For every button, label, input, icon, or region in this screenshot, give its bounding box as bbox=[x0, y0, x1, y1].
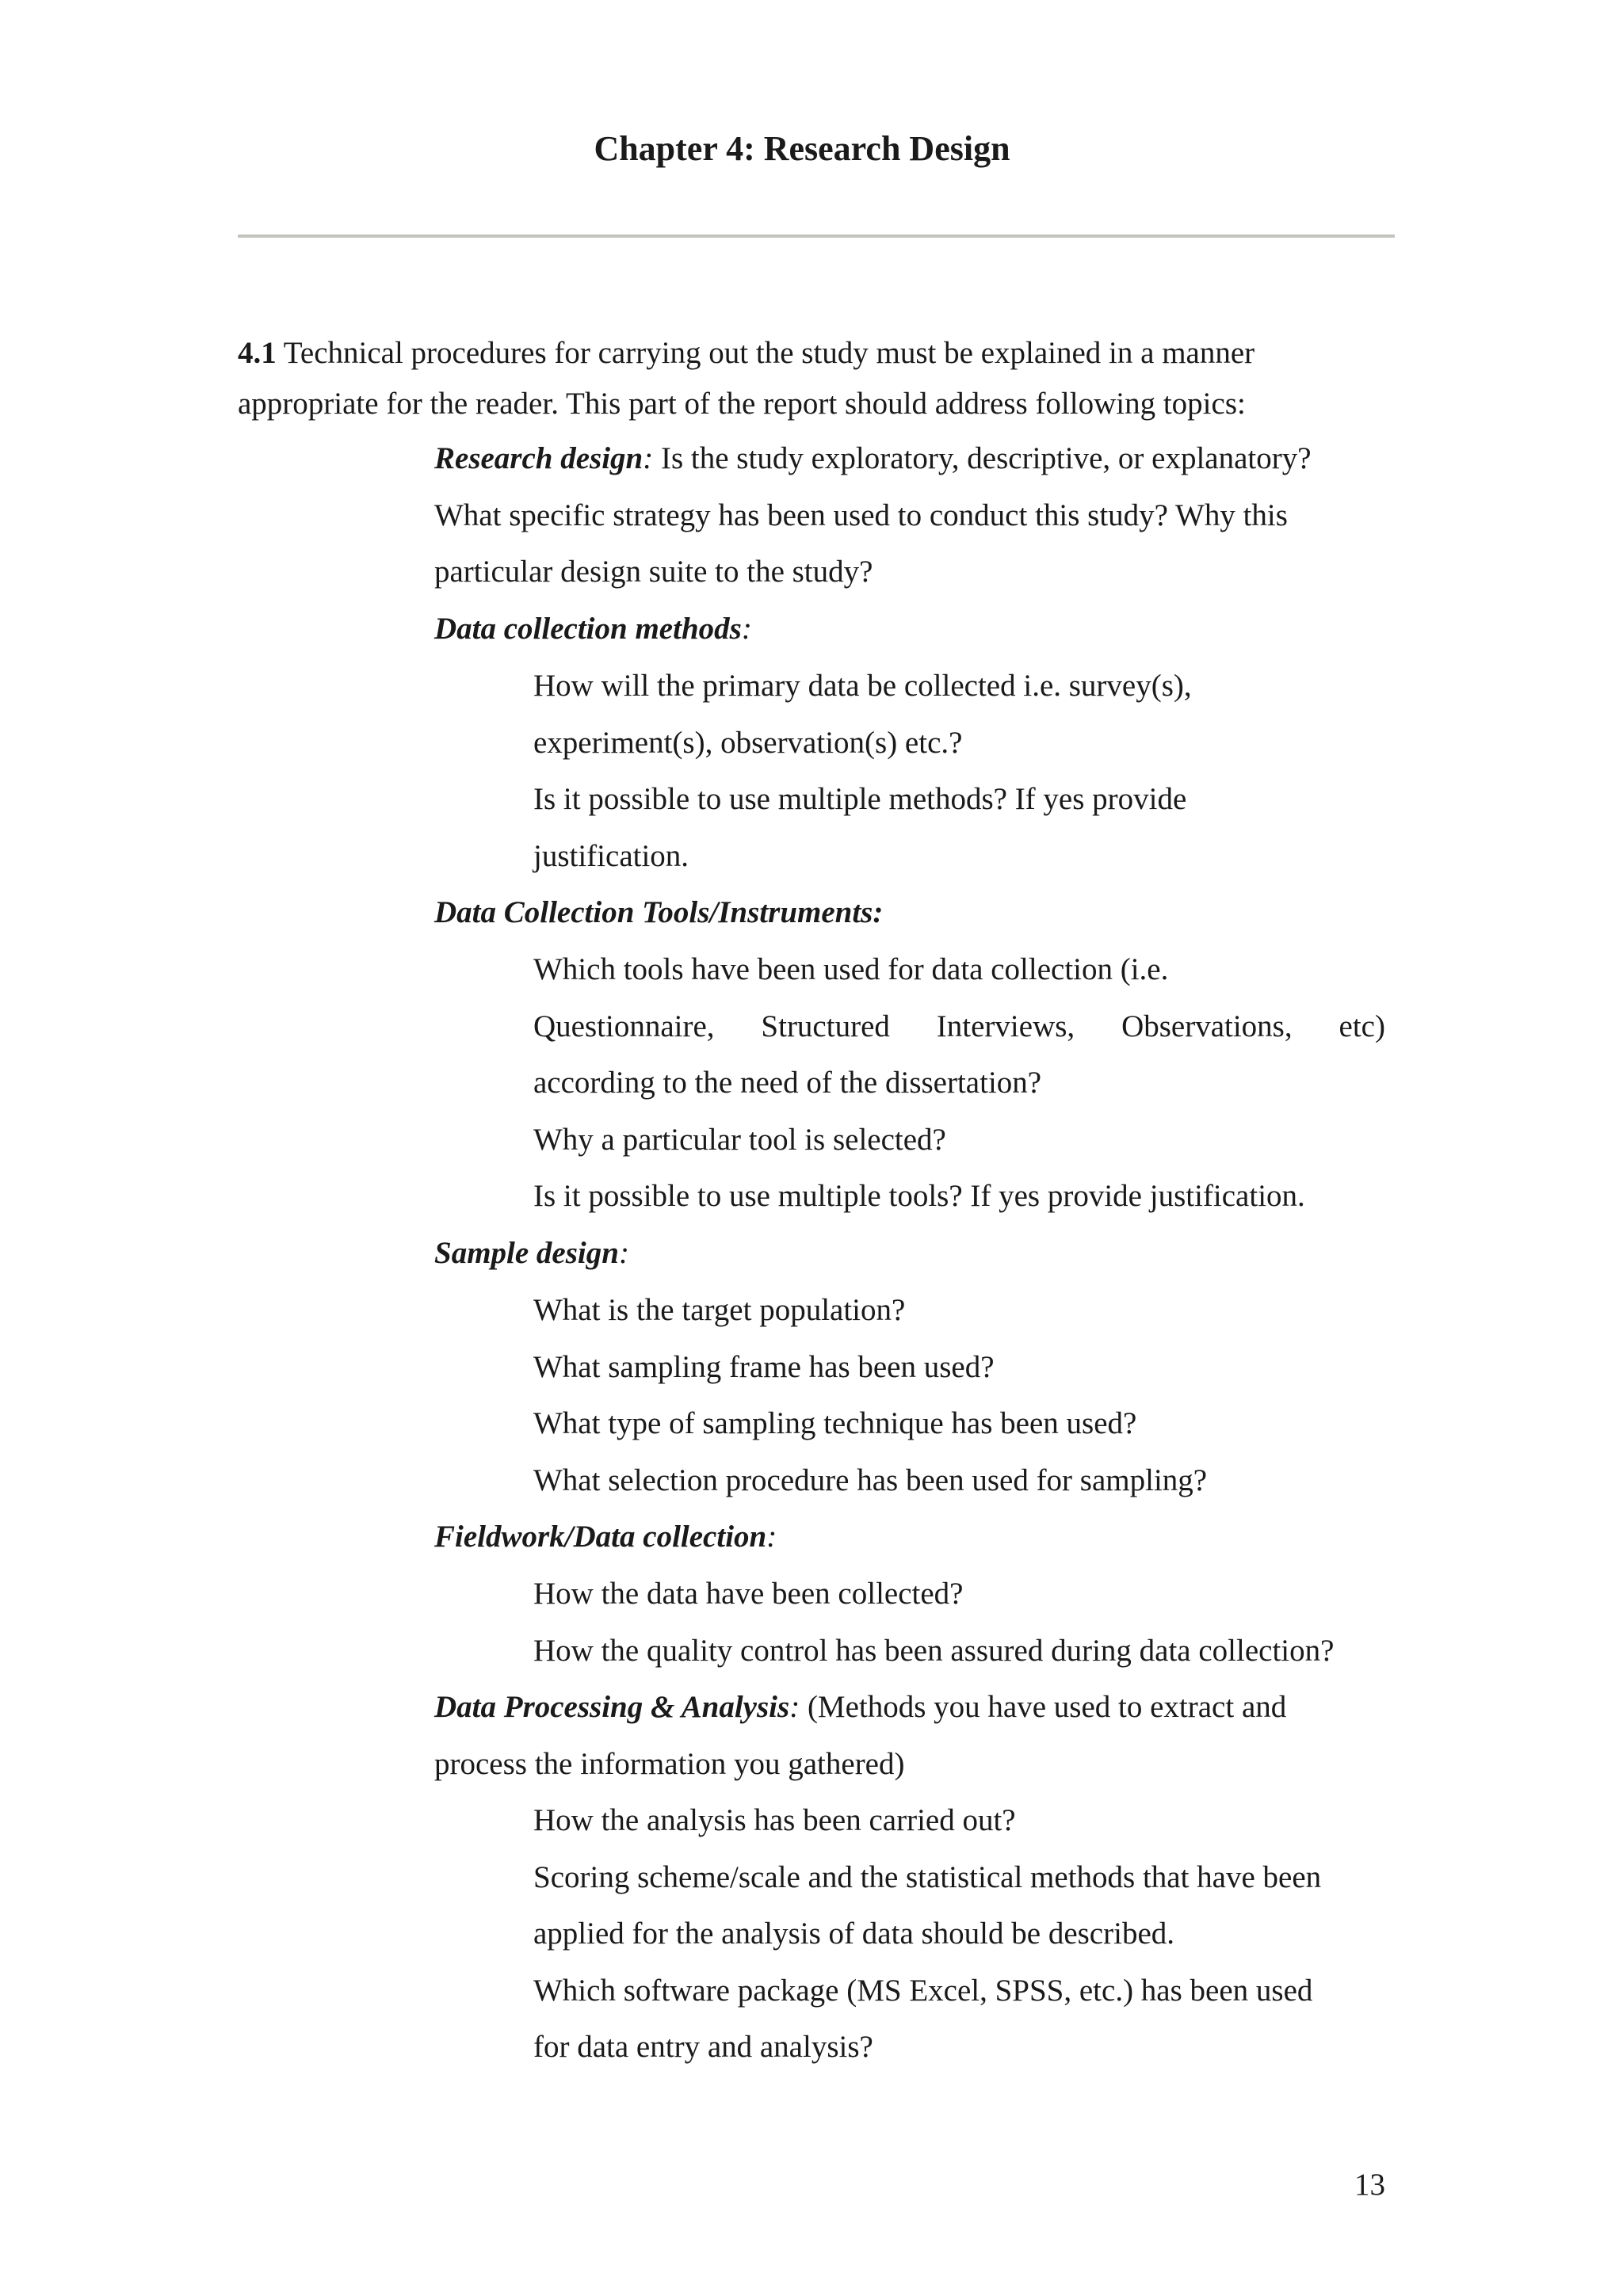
data-processing-items bbox=[533, 1792, 1395, 2076]
research-design-lead: Is the study exploratory, descriptive, or explanatory? bbox=[653, 441, 1312, 475]
data-processing-section: Data Processing & Analysis: (Methods you have used to extract and process the information you gathered) bbox=[434, 1679, 1395, 1792]
data-collection-methods-heading-row: Data collection methods: bbox=[434, 612, 752, 646]
list-item: experiment(s), observation(s) etc.? bbox=[533, 725, 963, 760]
fieldwork-items bbox=[533, 1566, 1395, 1679]
list-item: What type of sampling technique has been used? bbox=[533, 1406, 1137, 1441]
list-item: What is the target population? bbox=[533, 1293, 906, 1327]
list-item: Is it possible to use multiple tools? If yes provide justification. bbox=[533, 1179, 1305, 1214]
sample-design-heading-row: Sample design: bbox=[434, 1236, 629, 1270]
chapter-title: Chapter 4: Research Design bbox=[594, 129, 1010, 168]
data-collection-methods-heading: Data collection methods bbox=[434, 612, 742, 646]
list-item: Which tools have been used for data collection (i.e. bbox=[533, 952, 1169, 986]
data-collection-tools-heading: Data Collection Tools/Instruments: bbox=[434, 895, 884, 929]
title-divider bbox=[238, 235, 1395, 238]
data-processing-heading: Data Processing & Analysis bbox=[434, 1690, 790, 1724]
list-item: according to the need of the dissertation? bbox=[533, 1066, 1042, 1100]
list-item: What selection procedure has been used for sampling? bbox=[533, 1463, 1208, 1497]
research-design-text: What specific strategy has been used to conduct this study? Why this bbox=[434, 498, 1288, 532]
list-item: How the quality control has been assured during data collection? bbox=[533, 1633, 1335, 1668]
list-item: What sampling frame has been used? bbox=[533, 1349, 995, 1384]
intro-paragraph bbox=[238, 328, 1395, 429]
list-item: for data entry and analysis? bbox=[533, 2030, 873, 2065]
page-number: 13 bbox=[1354, 2168, 1385, 2202]
research-design-heading: Research design bbox=[434, 441, 643, 475]
research-design-line: Research design: Is the study exploratory, descriptive, or explanatory? bbox=[434, 441, 1312, 475]
list-item: Is it possible to use multiple methods? If yes provide bbox=[533, 782, 1187, 817]
list-item: Scoring scheme/scale and the statistical methods that have been bbox=[533, 1859, 1322, 1894]
justified-line: Questionnaire, Structured Interviews, Observations, etc) bbox=[533, 1009, 1385, 1043]
data-processing-lead: (Methods you have used to extract and bbox=[800, 1690, 1287, 1724]
list-item: justification. bbox=[533, 838, 689, 873]
data-collection-methods-items bbox=[533, 658, 1395, 884]
research-design-text: particular design suite to the study? bbox=[434, 555, 873, 589]
section-number: 4.1 bbox=[238, 336, 277, 370]
list-item: How will the primary data be collected i.e. survey(s), bbox=[533, 669, 1192, 703]
fieldwork-heading: Fieldwork/Data collection bbox=[434, 1520, 767, 1554]
list-item: How the data have been collected? bbox=[533, 1577, 964, 1611]
data-collection-tools-items bbox=[533, 941, 1395, 1225]
data-processing-text: process the information you gathered) bbox=[434, 1746, 905, 1781]
sample-design-heading: Sample design bbox=[434, 1236, 619, 1270]
list-item: applied for the analysis of data should be described. bbox=[533, 1917, 1175, 1951]
list-item: Which software package (MS Excel, SPSS, etc.) has been used bbox=[533, 1973, 1313, 2008]
list-item: How the analysis has been carried out? bbox=[533, 1803, 1016, 1837]
list-item: Why a particular tool is selected? bbox=[533, 1122, 946, 1157]
fieldwork-heading-row: Fieldwork/Data collection: bbox=[434, 1520, 777, 1554]
sample-design-items bbox=[533, 1282, 1395, 1508]
data-collection-tools-heading-row bbox=[434, 884, 1395, 941]
intro-text: Technical procedures for carrying out the study must be explained in a manner appropriate for the reader. This part of the report should address following topics: bbox=[238, 336, 1255, 421]
research-design-section bbox=[434, 430, 1395, 601]
